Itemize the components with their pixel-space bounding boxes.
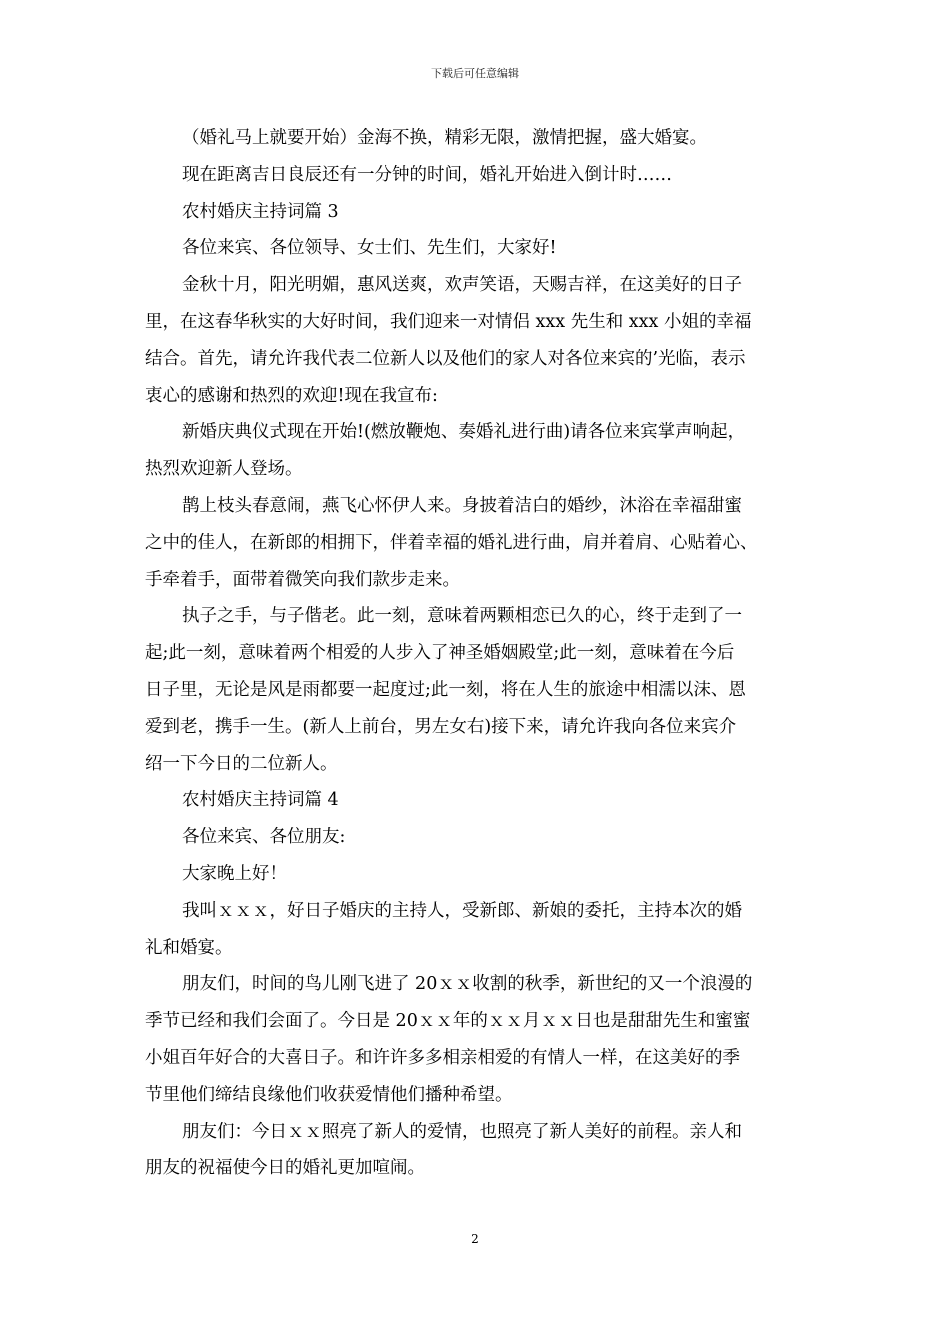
- paragraph-line: （婚礼马上就要开始）金海不换，精彩无限，激情把握，盛大婚宴。: [182, 128, 707, 148]
- paragraph-line: 热烈欢迎新人登场。: [145, 459, 303, 480]
- paragraph-line: 金秋十月，阳光明媚，惠风送爽，欢声笑语，天赐吉祥，在这美好的日子: [182, 275, 742, 296]
- paragraph: [145, 1114, 809, 1188]
- paragraph-line: 小姐百年好合的大喜日子。和许许多多相亲相爱的有情人一样，在这美好的季: [145, 1047, 740, 1068]
- paragraph-line: 爱到老，携手一生。(新人上前台，男左女右)接下来，请允许我向各位来宾介: [145, 716, 737, 737]
- paragraph: [145, 598, 809, 782]
- paragraph: [145, 488, 809, 598]
- paragraph-line: 之中的佳人，在新郎的相拥下，伴着幸福的婚礼进行曲，肩并着肩、心贴着心、: [145, 532, 758, 553]
- paragraph-line: 我叫ｘｘｘ，好日子婚庆的主持人，受新郎、新娘的委托，主持本次的婚: [182, 900, 742, 921]
- paragraph-line: 各位来宾、各位朋友:: [182, 827, 346, 848]
- paragraph-line: 农村婚庆主持词篇 4: [182, 790, 339, 811]
- paragraph-line: 朋友的祝福使今日的婚礼更加喧闹。: [145, 1158, 425, 1179]
- paragraph-line: 礼和婚宴。: [145, 937, 233, 958]
- paragraph-line: 节里他们缔结良缘他们收获爱情他们播种希望。: [145, 1084, 513, 1105]
- paragraph-line: 结合。首先，请允许我代表二位新人以及他们的家人对各位来宾的’光临，表示: [145, 348, 746, 369]
- document-body: [145, 120, 809, 1187]
- paragraph-line: 绍一下今日的二位新人。: [145, 753, 338, 774]
- paragraph-line: 鹊上枝头春意闹，燕飞心怀伊人来。身披着洁白的婚纱，沐浴在幸福甜蜜: [182, 495, 742, 516]
- paragraph: [145, 782, 809, 819]
- paragraph: [145, 893, 809, 967]
- paragraph-line: 手牵着手，面带着微笑向我们款步走来。: [145, 569, 460, 590]
- paragraph-line: 里，在这春华秋实的大好时间，我们迎来一对情侣 xxx 先生和 xxx 小姐的幸福: [145, 311, 752, 332]
- paragraph: [145, 194, 809, 231]
- paragraph: [145, 819, 809, 856]
- paragraph: [145, 414, 809, 488]
- paragraph-line: 各位来宾、各位领导、女士们、先生们，大家好!: [182, 238, 557, 259]
- paragraph: [145, 230, 809, 267]
- paragraph-line: 大家晚上好！: [182, 863, 287, 884]
- paragraph-line: 朋友们：今日ｘｘ照亮了新人的爱情，也照亮了新人美好的前程。亲人和: [182, 1121, 742, 1142]
- paragraph-line: 执子之手，与子偕老。此一刻，意味着两颗相恋已久的心，终于走到了一: [182, 606, 742, 627]
- paragraph-line: 农村婚庆主持词篇 3: [182, 201, 339, 222]
- paragraph-line: 新婚庆典仪式现在开始!(燃放鞭炮、奏婚礼进行曲)请各位来宾掌声响起，: [182, 422, 746, 443]
- paragraph-line: 朋友们，时间的鸟儿刚飞进了 20ｘｘ收割的秋季，新世纪的又一个浪漫的: [182, 974, 753, 995]
- paragraph-line: 现在距离吉日良辰还有一分钟的时间，婚礼开始进入倒计时……: [182, 164, 672, 185]
- paragraph-line: 日子里，无论是风是雨都要一起度过;此一刻，将在人生的旅途中相濡以沫、恩: [145, 679, 746, 700]
- paragraph-line: 衷心的感谢和热烈的欢迎!现在我宣布:: [145, 385, 438, 406]
- paragraph: [145, 120, 809, 157]
- page-number: 2: [471, 1232, 479, 1246]
- paragraph: [145, 267, 809, 414]
- paragraph-line: 季节已经和我们会面了。今日是 20ｘｘ年的ｘｘ月ｘｘ日也是甜甜先生和蜜蜜: [145, 1011, 751, 1032]
- paragraph: [145, 966, 809, 1113]
- paragraph: [145, 157, 809, 194]
- page-header: 下载后可任意编辑: [431, 67, 519, 80]
- paragraph-line: 起;此一刻，意味着两个相爱的人步入了神圣婚姻殿堂;此一刻，意味着在今后: [145, 643, 735, 664]
- paragraph: [145, 856, 809, 893]
